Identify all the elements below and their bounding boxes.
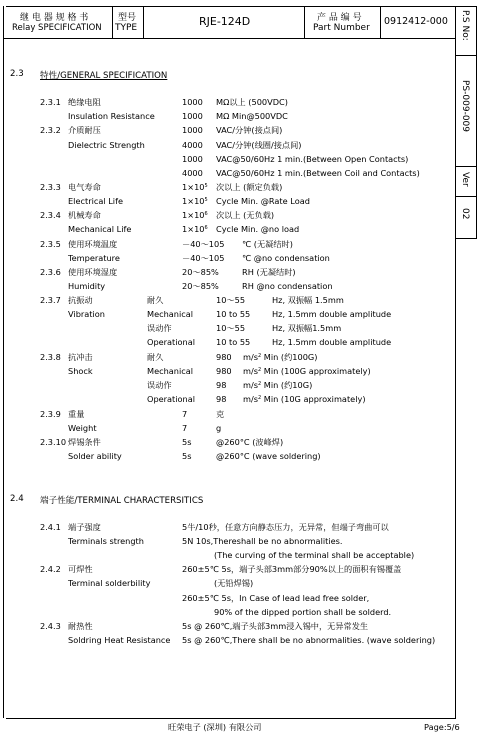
unit: ℃ @no condensation — [242, 253, 330, 263]
ver-value: 02 — [460, 208, 470, 220]
unit: Cycle Min. @Rate Load — [216, 196, 310, 206]
spec-line: (无铅焊锡) — [214, 578, 254, 588]
value: 7 — [182, 423, 188, 433]
item-label-cn: 端子强度 — [68, 522, 101, 532]
life-value: $1\times 10^6$ — [182, 210, 208, 220]
item-number: 2.3.2 — [40, 125, 61, 135]
value: 1000 — [182, 154, 203, 164]
item-label-cn: 绝缘电阻 — [68, 97, 101, 107]
mode-label: 耐久 — [147, 295, 164, 305]
ps-no-label: P.S No: — [460, 10, 470, 41]
item-label-cn: 抗振动 — [68, 295, 93, 305]
unit: Cycle Min. @no load — [216, 224, 300, 234]
side-rule-3 — [455, 196, 477, 197]
unit: VAC@50/60Hz 1 min.(Between Open Contacts) — [216, 154, 409, 164]
section-title: 特性/GENERAL SPECIFICATION — [40, 71, 168, 81]
value: 7 — [182, 409, 188, 419]
value: 20～85% — [182, 267, 219, 277]
side-rule-1 — [455, 55, 477, 56]
value: 4000 — [182, 168, 203, 178]
item-number: 2.3.8 — [40, 352, 61, 362]
unit: RH (无凝结时) — [242, 267, 296, 277]
value: 1000 — [182, 125, 203, 135]
unit: $m/s^2$ Min (约100G) — [243, 352, 318, 362]
item-label-en: Dielectric Strength — [68, 140, 145, 150]
unit: 次以上 (额定负载) — [216, 182, 283, 192]
mode-label: Mechanical — [147, 309, 194, 319]
life-value: $1\times 10^6$ — [182, 224, 208, 234]
mode-label: Mechanical — [147, 366, 194, 376]
part-number-value: 0912412-000 — [384, 16, 448, 27]
item-label-cn: 介质耐压 — [68, 125, 101, 135]
model-value: RJE-124D — [199, 15, 251, 28]
value: 1000 — [182, 97, 203, 107]
unit: $m/s^2$ Min (10G approximately) — [243, 394, 366, 404]
unit: MΩ Min@500VDC — [216, 111, 288, 121]
item-number: 2.3.6 — [40, 267, 61, 277]
item-label-cn: 可焊性 — [68, 564, 93, 574]
mode-label: Operational — [147, 394, 196, 404]
value: 98 — [216, 394, 227, 404]
item-number: 2.3.5 — [40, 239, 61, 249]
unit: $m/s^2$ Min (100G approximately) — [243, 366, 371, 376]
unit: 次以上 (无负载) — [216, 210, 275, 220]
ver-label: Ver — [460, 172, 470, 187]
mode-label: 误动作 — [147, 323, 172, 333]
value: 98 — [216, 380, 227, 390]
type-label-cn: 型号 — [118, 13, 137, 23]
unit: g — [216, 423, 222, 433]
item-label-cn: 使用环境温度 — [68, 239, 118, 249]
item-label-en: Soldring Heat Resistance — [68, 635, 171, 645]
unit: Hz, 双振幅 1.5mm — [272, 295, 344, 305]
unit: @260°C (波峰焊) — [216, 437, 284, 447]
header-div-3 — [304, 6, 305, 38]
spec-line: 5s @ 260℃,端子头部3mm浸入锡中，无异常发生 — [182, 621, 369, 631]
unit: ℃ (无凝结时) — [242, 239, 293, 249]
item-number: 2.3.4 — [40, 210, 61, 220]
item-label-cn: 机械寿命 — [68, 210, 101, 220]
spec-line: 5牛/10秒，任意方向静态压力，无异常，但端子弯曲可以 — [182, 522, 389, 532]
section-number: 2.3 — [10, 69, 24, 79]
unit: VAC/分钟(接点间) — [216, 125, 283, 135]
item-label-en: Terminals strength — [68, 536, 144, 546]
unit: Hz, 双振幅1.5mm — [272, 323, 342, 333]
item-label-cn: 使用环境湿度 — [68, 267, 118, 277]
spec-line: 5N 10s,Thereshall be no abnormalities. — [182, 536, 343, 546]
company-name: 旺荣电子 (深圳) 有限公司 — [168, 722, 262, 732]
side-rule-2 — [455, 166, 477, 167]
item-label-cn: 电气寿命 — [68, 182, 101, 192]
spec-line: 260±5℃ 5s，In Case of lead lead free solder, — [182, 593, 370, 603]
unit: Hz, 1.5mm double amplitude — [272, 337, 392, 347]
value: 10～55 — [216, 295, 246, 305]
spec-line: 260±5℃ 5s，端子头部3mm部分90%以上的面积有锡覆盖 — [182, 564, 402, 574]
item-label-en: Humidity — [68, 281, 106, 291]
life-value: $1\times 10^5$ — [182, 196, 208, 206]
item-label-en: Weight — [68, 423, 97, 433]
spec-line: (The curving of the terminal shall be acceptable) — [214, 550, 415, 560]
header-bottom-rule — [3, 38, 456, 39]
frame-left — [3, 6, 4, 718]
value: 10～55 — [216, 323, 246, 333]
unit: VAC/分钟(线圈/接点间) — [216, 140, 302, 150]
item-number: 2.4.3 — [40, 621, 61, 631]
item-number: 2.3.1 — [40, 97, 61, 107]
item-number: 2.3.3 — [40, 182, 61, 192]
value: 980 — [216, 352, 232, 362]
value: 10 to 55 — [216, 337, 251, 347]
page-number: Page:5/6 — [424, 722, 460, 732]
value: －40～105 — [182, 253, 225, 263]
value: 20～85% — [182, 281, 219, 291]
mode-label: Operational — [147, 337, 196, 347]
item-label-cn: 重量 — [68, 409, 85, 419]
item-label-en: Mechanical Life — [68, 224, 132, 234]
value: 5s — [182, 451, 192, 461]
item-number: 2.3.10 — [40, 437, 67, 447]
item-label-en: Terminal solderbility — [68, 578, 151, 588]
unit: RH @no condensation — [242, 281, 333, 291]
mode-label: 误动作 — [147, 380, 172, 390]
value: 5s — [182, 437, 192, 447]
spec-line: 5s @ 260℃,There shall be no abnormalities. (wave soldering) — [182, 635, 436, 645]
item-number: 2.4.2 — [40, 564, 61, 574]
ps-no-value: PS-009-009 — [460, 80, 470, 132]
item-label-cn: 耐热性 — [68, 621, 93, 631]
spec-title-en: Relay SPECIFICATION — [12, 23, 102, 33]
unit: VAC@50/60Hz 1 min.(Between Coil and Contacts) — [216, 168, 420, 178]
value: 10 to 55 — [216, 309, 251, 319]
item-label-en: Solder ability — [68, 451, 122, 461]
value: －40～105 — [182, 239, 225, 249]
item-label-en: Temperature — [68, 253, 120, 263]
value: 4000 — [182, 140, 203, 150]
spec-line: 90% of the dipped portion shall be solderd. — [214, 607, 392, 617]
life-value: $1\times 10^5$ — [182, 182, 208, 192]
item-label-cn: 抗冲击 — [68, 352, 93, 362]
item-number: 2.4.1 — [40, 522, 61, 532]
part-label-cn: 产 品 编 号 — [317, 13, 362, 23]
unit: @260°C (wave soldering) — [216, 451, 321, 461]
part-label-en: Part Number — [313, 23, 370, 33]
footer-tick — [455, 690, 456, 718]
item-label-en: Vibration — [68, 309, 105, 319]
item-number: 2.3.9 — [40, 409, 61, 419]
mode-label: 耐久 — [147, 352, 164, 362]
spec-title-cn: 继 电 器 规 格 书 — [20, 13, 89, 23]
unit: $m/s^2$ Min (约10G) — [243, 380, 313, 390]
unit: 克 — [216, 409, 225, 419]
value: 980 — [216, 366, 232, 376]
section-number: 2.4 — [10, 494, 24, 504]
section-title: 端子性能/TERMINAL CHARACTERSITICS — [40, 496, 204, 506]
item-label-en: Insulation Resistance — [68, 111, 155, 121]
item-label-en: Shock — [68, 366, 93, 376]
type-label-en: TYPE — [115, 23, 138, 33]
item-number: 2.3.7 — [40, 295, 61, 305]
value: 1000 — [182, 111, 203, 121]
unit: MΩ以上 (500VDC) — [216, 97, 288, 107]
unit: Hz, 1.5mm double amplitude — [272, 309, 392, 319]
header-div-4 — [380, 6, 381, 38]
header-div-1 — [112, 6, 113, 38]
header-div-2 — [143, 6, 144, 38]
item-label-en: Electrical Life — [68, 196, 123, 206]
item-label-cn: 焊锡条件 — [68, 437, 101, 447]
